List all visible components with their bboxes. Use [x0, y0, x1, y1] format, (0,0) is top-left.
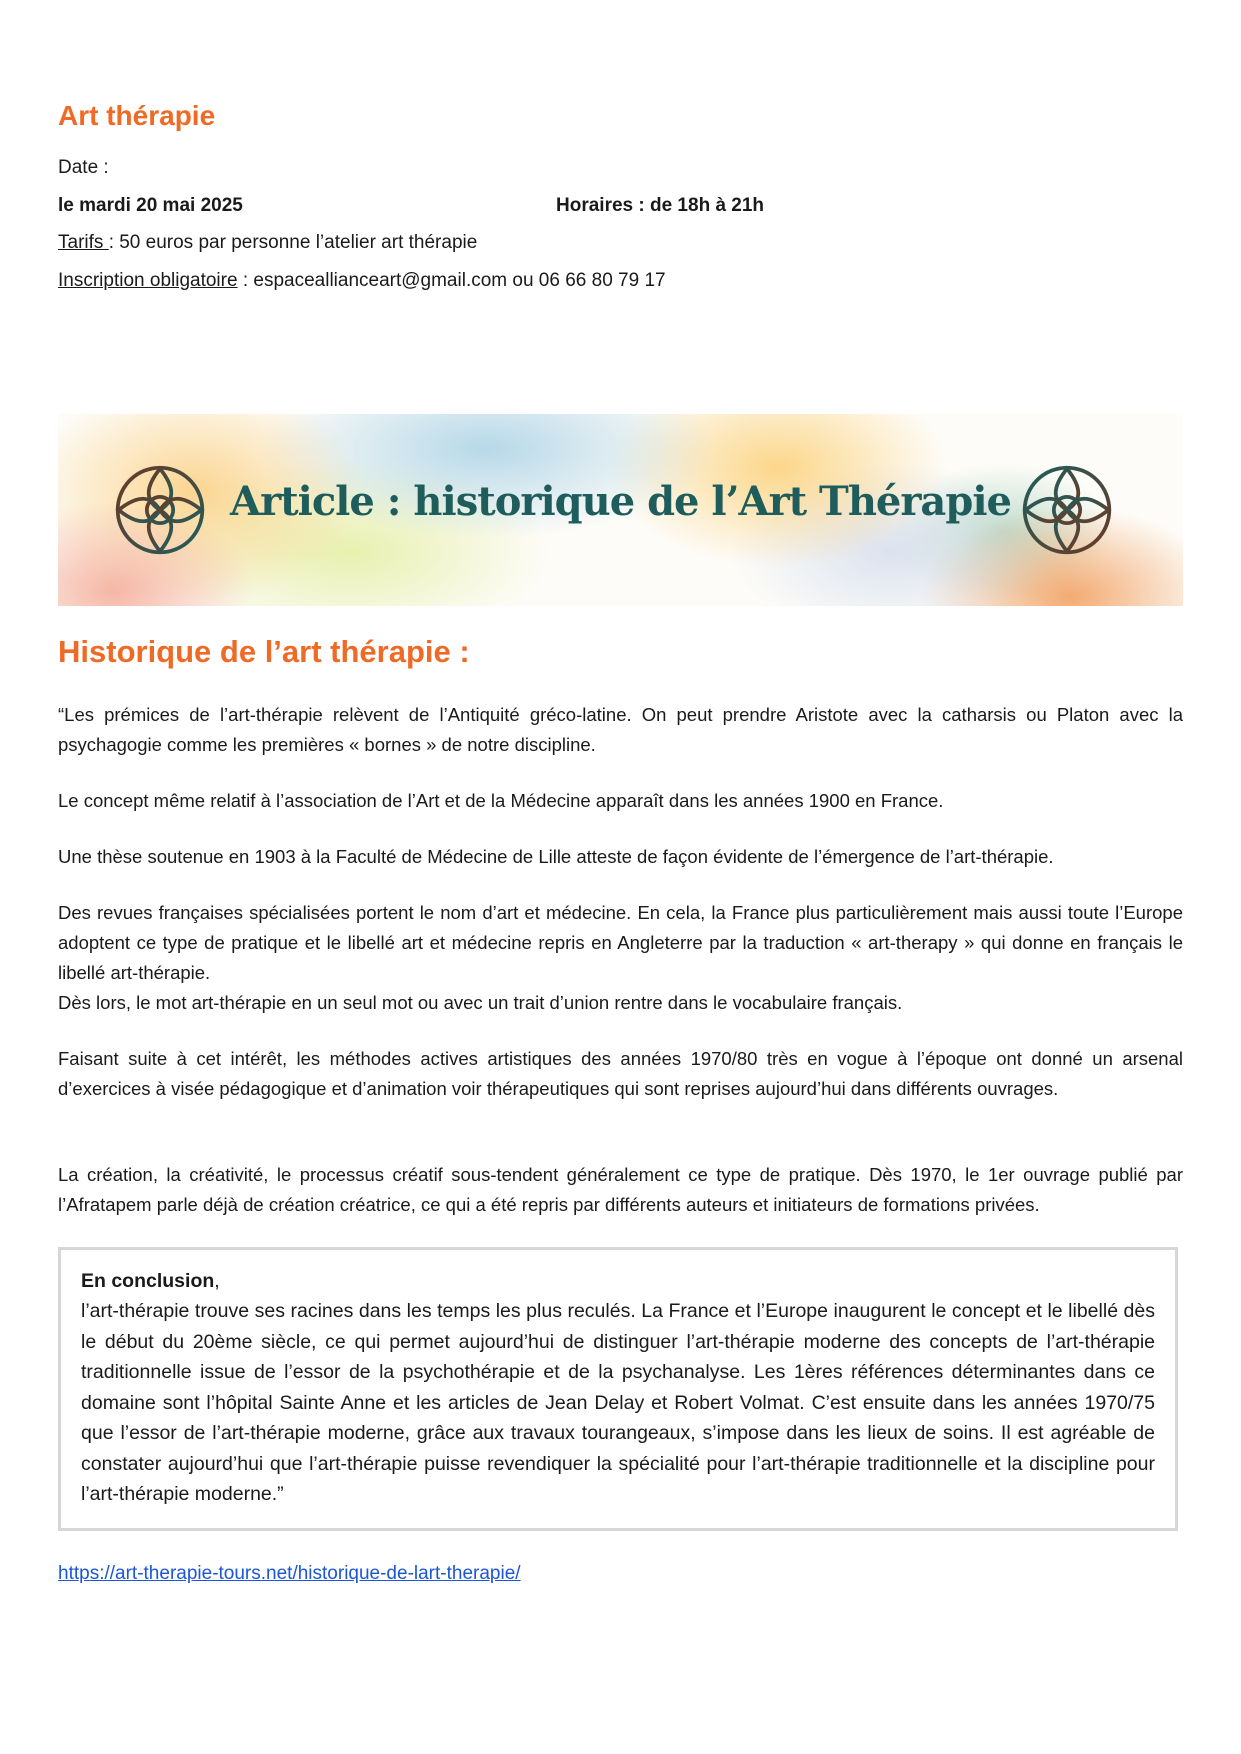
- paragraph: Une thèse soutenue en 1903 à la Faculté de Médecine de Lille atteste de façon évidente de l’émergence de l’art-thérapie.: [58, 846, 1054, 867]
- source-link[interactable]: https://art-therapie-tours.net/historique-de-lart-therapie/: [58, 1563, 521, 1584]
- date-label: Date :: [58, 157, 109, 178]
- inscription-value: : espaceallianceart@gmail.com ou 06 66 80 79 17: [237, 270, 666, 291]
- paragraph-line: Dès lors, le mot art-thérapie en un seul mot ou avec un trait d’union rentre dans le vocabulaire français.: [58, 992, 903, 1013]
- event-title: Art thérapie: [58, 100, 216, 131]
- paragraph: Faisant suite à cet intérêt, les méthodes actives artistiques des années 1970/80 très en vogue à l’époque ont donné un arsenal d’exercices à visée pédagogique et d’animation voir thérapeutiques qui sont reprises aujourd’hui dans différents ouvrages.: [58, 1048, 1183, 1099]
- hours-value: Horaires : de 18h à 21h: [556, 195, 765, 216]
- paragraph-line: Des revues françaises spécialisées portent le nom d’art et médecine. En cela, la France plus particulièrement mais aussi toute l’Europe adoptent ce type de pratique et le libellé art et médecine repris en Angleterre par la traduction « art-therapy » qui donne en français le libellé art-thérapie.: [58, 902, 1183, 983]
- tarifs-value: : 50 euros par personne l’atelier art thérapie: [108, 232, 478, 253]
- paragraph: La création, la créativité, le processus créatif sous-tendent généralement ce type de pratique. Dès 1970, le 1er ouvrage publié par l’Afratapem parle déjà de création créatrice, ce qui a été repris par différents auteurs et initiateurs de formations privées.: [58, 1164, 1183, 1215]
- date-value: le mardi 20 mai 2025: [58, 195, 243, 216]
- conclusion-heading: [81, 1266, 220, 1296]
- banner-title: Article : historique de l’Art Thérapie: [230, 478, 1011, 525]
- paragraph: [58, 898, 1183, 1018]
- inscription-label: Inscription obligatoire: [58, 270, 238, 291]
- article-banner: [58, 414, 1183, 606]
- conclusion-text: l’art-thérapie trouve ses racines dans les temps les plus reculés. La France et l’Europe inaugurent le concept et le libellé dès le début du 20ème siècle, ce qui permet aujourd’hui de distinguer l’art-thérapie moderne des concepts de l’art-thérapie traditionnelle issue de l’essor de la psychothérapie et de la psychanalyse. Les 1ères références déterminantes dans ce domaine sont l’hôpital Sainte Anne et les articles de Jean Delay et Robert Volmat. C’est ensuite dans les années 1970/75 que l’essor de l’art-thérapie moderne, grâce aux travaux tourangeaux, s’impose dans les lieux de soins. Il est agréable de constater aujourd’hui que l’art-thérapie puisse revendiquer la spécialité pour l’art-thérapie traditionnelle et la discipline pour l’art-thérapie moderne.”: [81, 1300, 1155, 1505]
- conclusion-heading-comma: ,: [214, 1270, 220, 1292]
- inscription-line: [58, 269, 666, 293]
- section-title: Historique de l’art thérapie :: [58, 634, 470, 669]
- paragraph: Le concept même relatif à l’association de l’Art et de la Médecine apparaît dans les années 1900 en France.: [58, 790, 944, 811]
- conclusion-heading-bold: En conclusion: [81, 1270, 215, 1292]
- conclusion-box: [58, 1247, 1178, 1531]
- tarifs-label: Tarifs: [58, 232, 109, 253]
- tarifs-line: [58, 231, 477, 255]
- celtic-flower-icon: [1020, 463, 1114, 557]
- paragraph: “Les prémices de l’art-thérapie relèvent de l’Antiquité gréco-latine. On peut prendre Aristote avec la catharsis ou Platon avec la psychagogie comme les premières « bornes » de notre discipline.: [58, 704, 1183, 755]
